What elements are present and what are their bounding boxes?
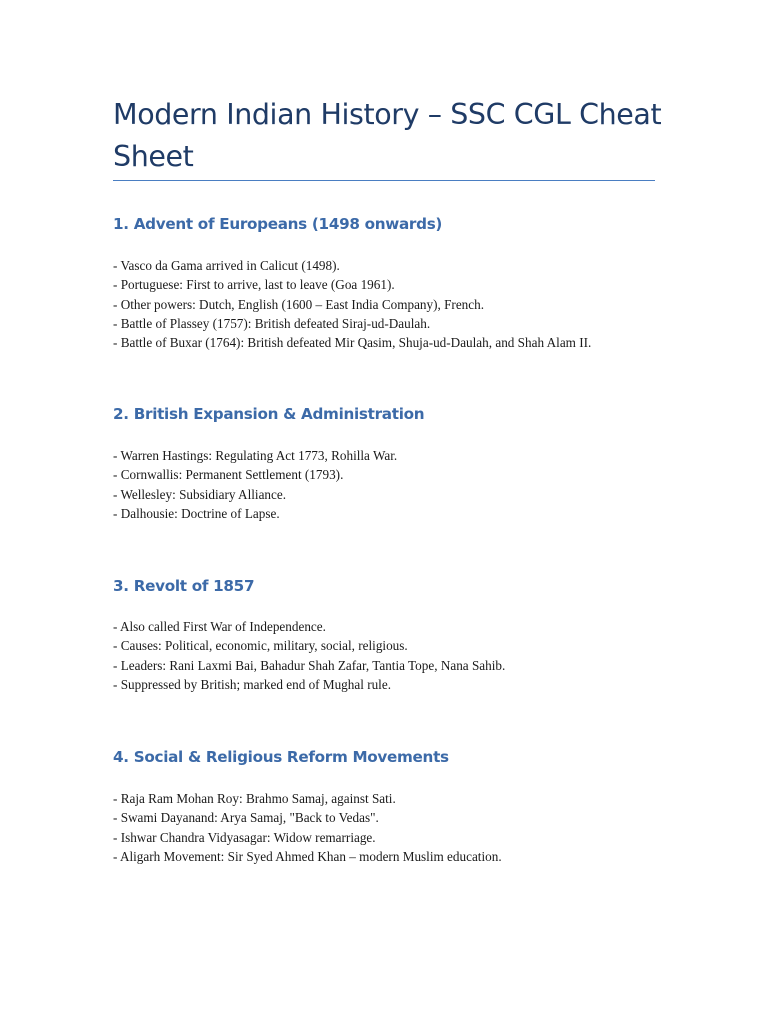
section-list-advent-of-europeans <box>113 256 591 352</box>
section-heading-british-expansion: 2. British Expansion & Administration <box>113 405 425 423</box>
list-item: - Swami Dayanand: Arya Samaj, "Back to Vedas". <box>113 810 379 826</box>
section-heading-reform-movements: 4. Social & Religious Reform Movements <box>113 748 449 766</box>
title-divider <box>113 180 655 181</box>
list-item: - Dalhousie: Doctrine of Lapse. <box>113 505 280 521</box>
list-item: - Battle of Plassey (1757): British defeated Siraj-ud-Daulah. <box>113 315 431 331</box>
list-item: - Raja Ram Mohan Roy: Brahmo Samaj, against Sati. <box>113 791 396 806</box>
section-heading-advent-of-europeans: 1. Advent of Europeans (1498 onwards) <box>113 215 443 233</box>
list-item: - Ishwar Chandra Vidyasagar: Widow remarriage. <box>113 829 376 845</box>
list-item: - Wellesley: Subsidiary Alliance. <box>113 486 287 502</box>
list-item: - Leaders: Rani Laxmi Bai, Bahadur Shah Zafar, Tantia Tope, Nana Sahib. <box>113 657 506 673</box>
list-item: - Warren Hastings: Regulating Act 1773, Rohilla War. <box>113 448 398 463</box>
list-item: - Vasco da Gama arrived in Calicut (1498). <box>113 258 340 273</box>
list-item: - Other powers: Dutch, English (1600 – East India Company), French. <box>113 296 485 312</box>
list-item: - Causes: Political, economic, military, social, religious. <box>113 638 408 654</box>
section-list-reform-movements <box>113 789 502 866</box>
section-list-revolt-of-1857 <box>113 617 505 694</box>
list-item: - Battle of Buxar (1764): British defeated Mir Qasim, Shuja-ud-Daulah, and Shah Alam II. <box>113 335 592 351</box>
list-item: - Aligarh Movement: Sir Syed Ahmed Khan – modern Muslim education. <box>113 848 502 864</box>
section-list-british-expansion <box>113 446 397 523</box>
list-item: - Portuguese: First to arrive, last to leave (Goa 1961). <box>113 277 395 293</box>
list-item: - Suppressed by British; marked end of Mughal rule. <box>113 676 391 692</box>
list-item: - Also called First War of Independence. <box>113 619 326 634</box>
section-heading-revolt-of-1857: 3. Revolt of 1857 <box>113 577 255 595</box>
list-item: - Cornwallis: Permanent Settlement (1793). <box>113 467 344 483</box>
page-title: Modern Indian History – SSC CGL Cheat Sheet <box>113 98 662 173</box>
